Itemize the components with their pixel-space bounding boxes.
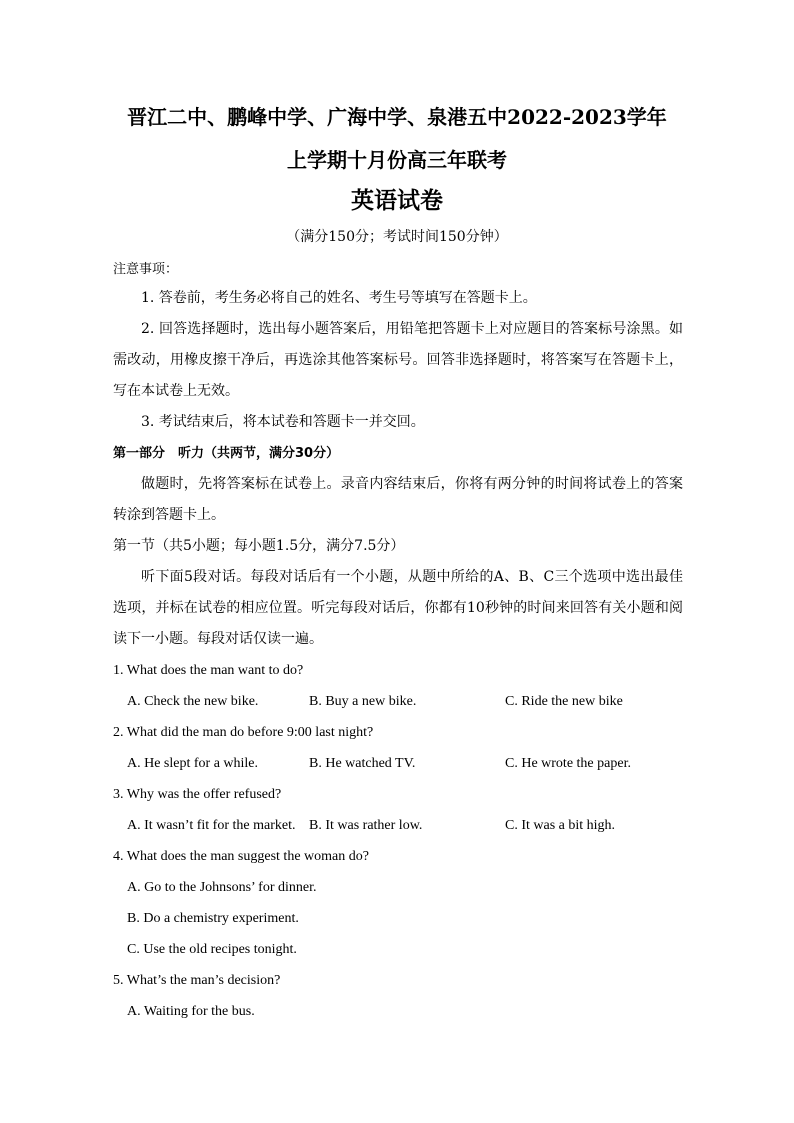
question-options-1 xyxy=(113,686,683,717)
option-b: B. He watched TV. xyxy=(309,756,416,771)
option-a: A. Go to the Johnsons’ for dinner. xyxy=(127,880,317,895)
notice-item-3: 3. 考试结束后，将本试卷和答题卡一并交回。 xyxy=(141,414,425,430)
option-b: B. Do a chemistry experiment. xyxy=(127,911,299,926)
option-a: A. It wasn’t fit for the market. xyxy=(127,818,296,833)
option-a: A. He slept for a while. xyxy=(127,756,259,771)
exam-score-time: （满分150分；考试时间150分钟） xyxy=(286,229,508,245)
part1-instruction: 做题时，先将答案标在试卷上。录音内容结束后，你将有两分钟的时间将试卷上的答案转涂到答题卡上。 xyxy=(113,476,683,523)
option-c: C. Ride the new bike xyxy=(505,694,623,709)
option-b: B. Buy a new bike. xyxy=(309,694,417,709)
section1-heading: 第一节（共5小题；每小题1.5分，满分7.5分） xyxy=(113,538,405,554)
option-c: C. Use the old recipes tonight. xyxy=(127,942,297,957)
question-stem-2: 2. What did the man do before 9:00 last night? xyxy=(113,725,374,740)
exam-title-line2: 上学期十月份高三年联考 xyxy=(287,148,507,172)
section1-instruction: 听下面5段对话。每段对话后有一个小题，从题中所给的A、B、C三个选项中选出最佳选项，并标在试卷的相应位置。听完每段对话后，你都有10秒钟的时间来回答有关小题和阅读下一小题。每段对话仅读一遍。 xyxy=(113,569,683,647)
option-a: A. Waiting for the bus. xyxy=(127,1004,255,1019)
exam-body xyxy=(113,255,683,1027)
notice-item-2: 2. 回答选择题时，选出每小题答案后，用铅笔把答题卡上对应题目的答案标号涂黑。如需改动，用橡皮擦干净后，再选涂其他答案标号。回答非选择题时，将答案写在答题卡上，写在本试卷上无效。 xyxy=(113,321,683,399)
exam-title-subject: 英语试卷 xyxy=(351,187,443,214)
option-b: B. It was rather low. xyxy=(309,818,423,833)
part1-heading: 第一部分 听力（共两节，满分30分） xyxy=(113,446,340,461)
notice-heading: 注意事项： xyxy=(113,262,179,277)
question-stem-4: 4. What does the man suggest the woman do? xyxy=(113,849,369,864)
question-options-2 xyxy=(113,748,683,779)
exam-title-line1: 晋江二中、鹏峰中学、广海中学、泉港五中2022-2023学年 xyxy=(127,105,667,129)
question-stem-1: 1. What does the man want to do? xyxy=(113,663,304,678)
question-options-3 xyxy=(113,810,683,841)
question-stem-3: 3. Why was the offer refused? xyxy=(113,787,282,802)
notice-item-1: 1. 答卷前，考生务必将自己的姓名、考生号等填写在答题卡上。 xyxy=(141,290,537,306)
question-stem-5: 5. What’s the man’s decision? xyxy=(113,973,281,988)
option-a: A. Check the new bike. xyxy=(127,694,259,709)
option-c: C. He wrote the paper. xyxy=(505,756,631,771)
option-c: C. It was a bit high. xyxy=(505,818,616,833)
